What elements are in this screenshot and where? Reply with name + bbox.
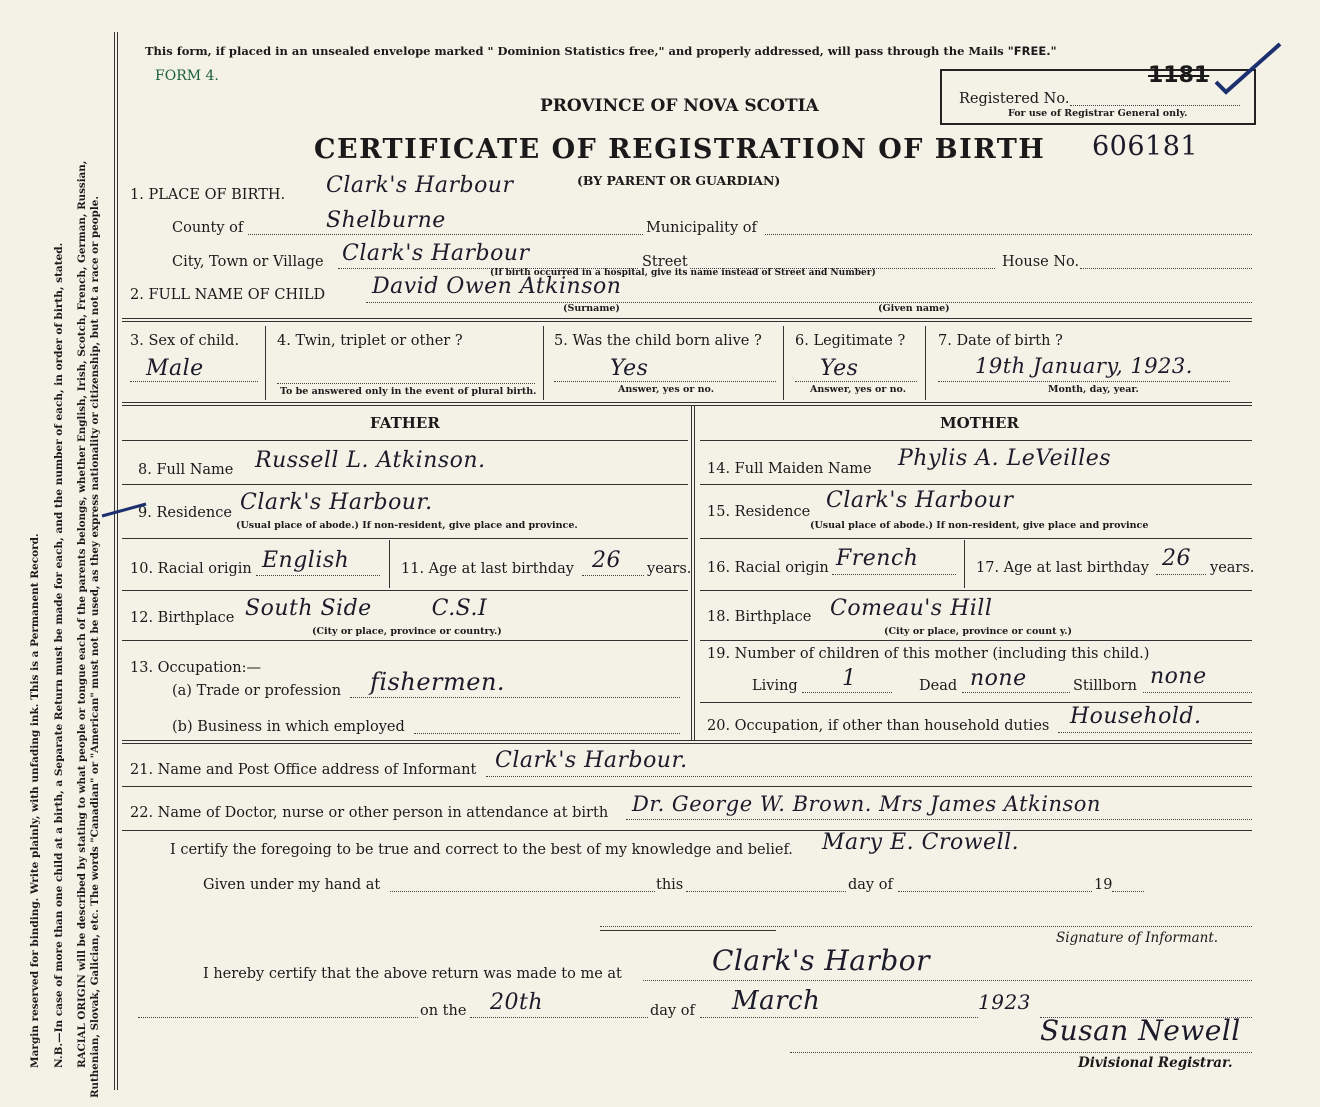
child-name-value: David Owen Atkinson — [372, 274, 622, 299]
registrar-month-value: March — [732, 986, 821, 1016]
sex-value: Male — [146, 356, 204, 381]
registered-no-label: Registered No. — [959, 91, 1070, 107]
mother-birthplace-value: Comeau's Hill — [830, 596, 993, 621]
place-of-birth-value: Clark's Harbour — [326, 173, 514, 198]
given-under-label: Given under my hand at — [203, 877, 381, 893]
divider-parents — [122, 402, 1252, 406]
father-age-years: years. — [647, 561, 692, 577]
alive-note: Answer, yes or no. — [618, 384, 715, 395]
mother-racial-value: French — [836, 546, 919, 571]
father-birthplace-label: 12. Birthplace — [130, 610, 235, 626]
mother-age-years: years. — [1210, 560, 1255, 576]
legitimate-label: 6. Legitimate ? — [795, 333, 906, 349]
registrar-certify-text: I hereby certify that the above return was made to me at — [203, 966, 622, 982]
mother-name-value: Phylis A. LeVeilles — [898, 446, 1112, 471]
mother-residence-value: Clark's Harbour — [826, 488, 1014, 513]
father-occupation-label: 13. Occupation:— — [130, 660, 261, 676]
place-of-birth-label: 1. PLACE OF BIRTH. — [130, 187, 286, 203]
margin-note-racial-origin-cont: Ruthenian, Slovak, Galician, etc. The words "Canadian" or "American" must not be used, as they express nationality or citizenship, but not a race or people. — [89, 196, 101, 1098]
father-birthplace-value: South Side C.S.I — [245, 596, 488, 621]
mother-residence-note: (Usual place of abode.) If non-resident, give place and province — [810, 520, 1149, 531]
dob-note: Month, day, year. — [1048, 384, 1139, 395]
dead-value: none — [970, 666, 1027, 691]
father-trade-label: (a) Trade or profession — [172, 683, 342, 699]
registered-no-box — [940, 63, 1256, 125]
dead-label: Dead — [919, 678, 958, 694]
registered-no-value: 1181 — [1148, 63, 1210, 88]
province-heading: PROVINCE OF NOVA SCOTIA — [540, 96, 819, 116]
father-name-value: Russell L. Atkinson. — [255, 448, 486, 473]
dob-value: 19th January, 1923. — [975, 354, 1193, 378]
dob-label: 7. Date of birth ? — [938, 333, 1063, 349]
street-label: Street — [642, 254, 688, 270]
divider-informant — [122, 740, 1252, 744]
father-name-label: 8. Full Name — [138, 462, 234, 478]
alive-label: 5. Was the child born alive ? — [554, 333, 762, 349]
father-age-label: 11. Age at last birthday — [401, 561, 574, 577]
stillborn-label: Stillborn — [1073, 678, 1137, 694]
surname-note: (Surname) — [563, 303, 620, 314]
ink-stroke-icon — [100, 500, 150, 520]
father-age-value: 26 — [592, 548, 621, 573]
doctor-label: 22. Name of Doctor, nurse or other person in attendance at birth — [130, 805, 609, 821]
stillborn-value: none — [1150, 664, 1207, 689]
mother-name-label: 14. Full Maiden Name — [707, 461, 872, 477]
year-prefix: 19 — [1094, 877, 1113, 893]
subtitle: (BY PARENT OR GUARDIAN) — [577, 173, 781, 188]
municipality-label: Municipality of — [646, 220, 757, 236]
divider-child — [122, 318, 1252, 322]
certificate-title: CERTIFICATE OF REGISTRATION OF BIRTH — [314, 134, 1046, 165]
street-note: (If birth occurred in a hospital, give its name instead of Street and Number) — [490, 268, 876, 278]
child-name-label: 2. FULL NAME OF CHILD — [130, 287, 326, 303]
registrar-day-value: 20th — [490, 990, 544, 1015]
legitimate-value: Yes — [820, 356, 859, 381]
father-business-label: (b) Business in which employed — [172, 719, 405, 735]
father-birthplace-note: (City or place, province or country.) — [312, 626, 502, 637]
twin-note: To be answered only in the event of plural birth. — [280, 386, 537, 397]
registrar-title: Divisional Registrar. — [1078, 1055, 1233, 1071]
twin-label: 4. Twin, triplet or other ? — [277, 333, 463, 349]
house-label: House No. — [1002, 254, 1080, 270]
mother-age-label: 17. Age at last birthday — [976, 560, 1149, 576]
registrar-day-of-label: day of — [650, 1003, 695, 1019]
signature-informant-label: Signature of Informant. — [1056, 930, 1219, 946]
city-label: City, Town or Village — [172, 254, 324, 270]
sex-label: 3. Sex of child. — [130, 333, 240, 349]
mother-age-value: 26 — [1162, 546, 1191, 571]
mother-residence-label: 15. Residence — [707, 504, 811, 520]
father-racial-value: English — [262, 548, 350, 573]
registrar-place-value: Clark's Harbor — [712, 944, 931, 977]
mother-racial-label: 16. Racial origin — [707, 560, 829, 576]
given-name-note: (Given name) — [878, 303, 950, 314]
margin-note-multiple-births: N.B.—In case of more than one child at a birth, a Separate Return must be made for each, and the number of each, in order of birth, stated. — [53, 242, 65, 1068]
on-the-label: on the — [420, 1003, 467, 1019]
living-label: Living — [752, 678, 798, 694]
registered-no-note: For use of Registrar General only. — [1008, 108, 1188, 119]
certify-text: I certify the foregoing to be true and correct to the best of my knowledge and belief. — [170, 842, 793, 858]
father-residence-label: 9. Residence — [138, 505, 232, 521]
informant-label: 21. Name and Post Office address of Informant — [130, 762, 477, 778]
this-label: this — [656, 877, 684, 893]
form-number: FORM 4. — [155, 68, 219, 84]
mother-occupation-value: Household. — [1070, 704, 1202, 729]
county-value: Shelburne — [326, 208, 446, 233]
county-label: County of — [172, 220, 244, 236]
mail-notice: This form, if placed in an unsealed envelope marked " Dominion Statistics free," and properly addressed, will pass through the Mails "FREE." — [145, 44, 1057, 58]
registrar-signature: Susan Newell — [1040, 1014, 1241, 1047]
legitimate-note: Answer, yes or no. — [810, 384, 907, 395]
checkmark-icon — [1210, 38, 1285, 98]
father-heading: FATHER — [370, 414, 440, 432]
parents-divider — [691, 406, 695, 740]
informant-signature: Mary E. Crowell. — [822, 830, 1020, 855]
margin-note-binding: Margin reserved for binding. Write plainly, with unfading ink. This is a Permanent Record. — [29, 533, 41, 1068]
certificate-number: 606181 — [1092, 131, 1199, 162]
mother-birthplace-note: (City or place, province or count y.) — [884, 626, 1073, 637]
father-residence-value: Clark's Harbour. — [240, 490, 433, 515]
father-racial-label: 10. Racial origin — [130, 561, 252, 577]
city-value: Clark's Harbour — [342, 241, 530, 266]
mother-heading: MOTHER — [940, 414, 1019, 432]
margin-note-racial-origin: RACIAL ORIGIN will be described by stating to what people or tongue each of the parents belongs, whether English, Irish, Scotch, French, German, Russian, — [76, 160, 88, 1068]
mother-birthplace-label: 18. Birthplace — [707, 609, 812, 625]
father-residence-note: (Usual place of abode.) If non-resident, give place and province. — [236, 520, 578, 531]
mother-occupation-label: 20. Occupation, if other than household duties — [707, 718, 1050, 734]
doctor-value: Dr. George W. Brown. Mrs James Atkinson — [632, 792, 1101, 816]
mother-children-label: 19. Number of children of this mother (including this child.) — [707, 646, 1150, 662]
informant-value: Clark's Harbour. — [495, 748, 688, 773]
binding-rule — [114, 32, 118, 1090]
father-trade-value: fishermen. — [370, 668, 506, 696]
registrar-year-value: 1923 — [978, 990, 1031, 1014]
alive-value: Yes — [610, 356, 649, 381]
living-value: 1 — [842, 666, 857, 691]
day-of-label: day of — [848, 877, 893, 893]
